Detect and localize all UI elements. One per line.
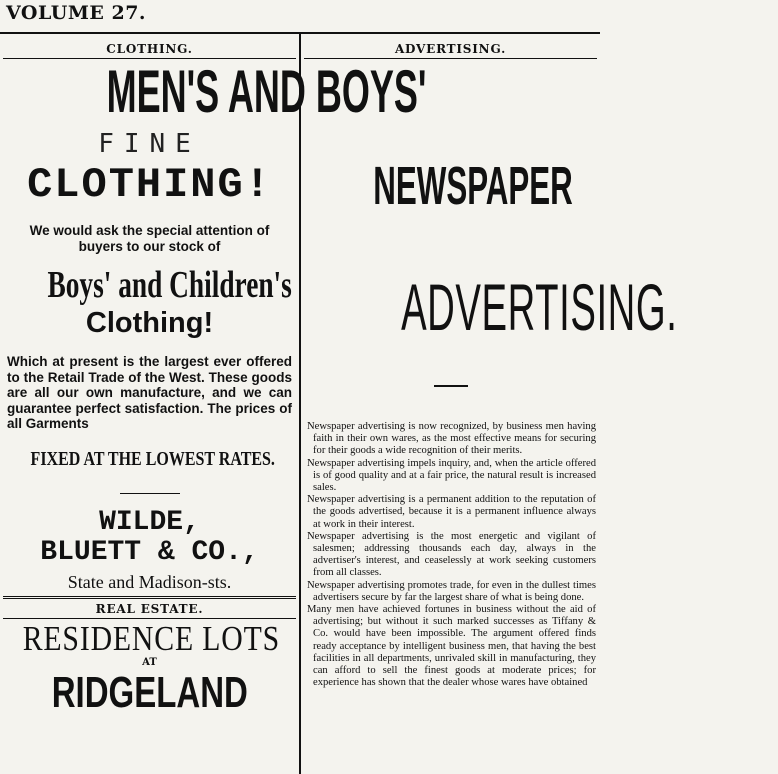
boys-childrens-text: Boys' and Children's: [47, 264, 292, 306]
residence-lots-heading: [0, 619, 299, 659]
section-heading-advertising: ADVERTISING.: [394, 42, 507, 56]
fixed-rates-text: FIXED AT THE LOWEST RATES.: [30, 447, 275, 470]
paragraph: Newspaper advertising promotes trade, for even in the dullest times advertisers secure by far the largest share of what is being done.: [307, 579, 596, 603]
firm-name-line2: BLUETT & CO.,: [40, 536, 259, 568]
left-column: [0, 34, 427, 774]
short-divider: [120, 493, 180, 494]
section-rule-right: [304, 58, 597, 59]
at-label: AT: [142, 656, 157, 668]
attention-text: We would ask the special attention of buyers to our stock of: [29, 223, 270, 254]
ridgeland-text: RIDGELAND: [51, 667, 248, 717]
clothing-subheading: Clothing!: [85, 307, 214, 339]
paragraph: Newspaper advertising is now recognized, by business men having faith in their own wares, as the most effective means for securing for their goods a wide recognition of their merits.: [307, 421, 596, 457]
ridgeland-heading: [0, 668, 299, 718]
headline-newspaper-text: NEWSPAPER: [373, 156, 573, 216]
headline-advertising-text: ADVERTISING.: [401, 270, 678, 344]
clothing-body-text: Which at present is the largest ever offered to the Retail Trade of the West. These goods are all our own manufacture, and we can guarantee perfect satisfaction. The prices of all Garments: [7, 354, 292, 431]
advertising-paragraphs: [301, 421, 600, 689]
section-heading-clothing: CLOTHING.: [106, 42, 193, 56]
section-heading-real-estate: REAL ESTATE.: [95, 601, 204, 616]
boys-childrens-heading: [0, 265, 299, 305]
residence-lots-text: RESIDENCE LOTS: [22, 618, 281, 658]
volume-label: VOLUME 27.: [6, 2, 147, 24]
headline-advertising: [301, 269, 678, 345]
headline-newspaper: [301, 155, 600, 217]
short-divider-right: [434, 385, 468, 387]
fixed-rates-line: [0, 448, 299, 471]
paragraph: Newspaper advertising is the most energetic and vigilant of salesmen; addressing thousands each day, always in the advertiser's interest, and ceaselessly at work seeking customers from all classes.: [307, 530, 596, 579]
firm-name-line1: WILDE,: [99, 506, 200, 538]
paragraph: Many men have achieved fortunes in business without the aid of advertising; but without it such marked successes as Tiffany & Co. would have been impossible. The argument offered finds ready acceptance by intelligent business men, that having the best facilities in all departments, unrivaled skill in manufacturing, they can afford to sell the finest goods at moderate prices; for experience has shown that the dealer whose wares have obtained: [307, 604, 596, 689]
headline-mens-boys-text: MEN'S AND BOYS': [106, 58, 427, 125]
right-column: [301, 34, 678, 774]
headline-fine: FINE: [98, 129, 201, 159]
paragraph: Newspaper advertising is a permanent addition to the reputation of the goods advertised, because it is a permanent influence always at work in their interest.: [307, 494, 596, 530]
headline-clothing: CLOTHING!: [27, 161, 272, 209]
firm-address: State and Madison-sts.: [67, 571, 232, 592]
paragraph: Newspaper advertising impels inquiry, and, when the article offered is of good quality and at a fair price, the natural result is increased sales.: [307, 457, 596, 494]
headline-mens-boys: [0, 58, 427, 125]
